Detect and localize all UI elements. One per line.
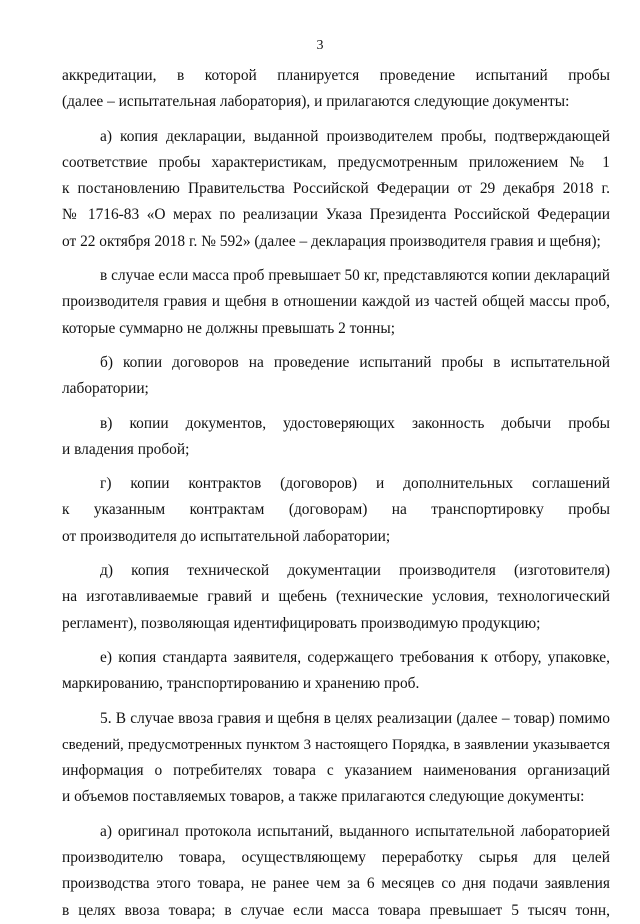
text-line: (далее – испытательная лаборатория), и прилагаются следующие документы: (62, 93, 570, 111)
text-line: производства этого товара, не ранее чем за 6 месяцев со дня подачи заявления (62, 875, 610, 893)
text-line: е) копия стандарта заявителя, содержащего требования к отбору, упаковке, (100, 648, 610, 666)
text-line: б) копии договоров на проведение испытаний пробы в испытательной (100, 353, 610, 371)
text-line: и объемов поставляемых товаров, а также прилагаются следующие документы: (62, 788, 585, 806)
text-line: производителя гравия и щебня в отношении каждой из частей общей массы проб, (62, 293, 610, 311)
text-line: № 1716-83 «О мерах по реализации Указа Президента Российской Федерации (62, 206, 610, 224)
text-line: в целях ввоза товара; в случае если масса товара превышает 5 тысяч тонн, (62, 901, 610, 919)
text-line: к указанным контрактам (договорам) на транспортировку пробы (62, 501, 610, 519)
text-line: в случае если масса проб превышает 50 кг, представляются копии деклараций (100, 267, 610, 285)
page-number: 3 (316, 38, 324, 53)
document-body (62, 63, 610, 924)
text-line: производителю товара, осуществляющему переработку сырья для целей (62, 849, 610, 867)
text-line: в) копии документов, удостоверяющих законность добычи пробы (100, 414, 610, 432)
text-line: информация о потребителях товара с указанием наименования организаций (62, 762, 610, 780)
text-line: к постановлению Правительства Российской Федерации от 29 декабря 2018 г. (62, 180, 610, 198)
text-line: от производителя до испытательной лаборатории; (62, 527, 391, 545)
text-line: 5. В случае ввоза гравия и щебня в целях реализации (далее – товар) помимо (100, 709, 610, 727)
text-line: лаборатории; (62, 380, 149, 398)
text-line: на изготавливаемые гравий и щебень (технические условия, технологический (62, 588, 610, 606)
text-line: а) оригинал протокола испытаний, выданного испытательной лабораторией (100, 822, 610, 840)
text-line: от 22 октября 2018 г. № 592» (далее – декларация производителя гравия и щебня); (62, 232, 601, 250)
text-line: соответствие пробы характеристикам, предусмотренным приложением № 1 (62, 153, 610, 171)
text-line: аккредитации, в которой планируется проведение испытаний пробы (62, 67, 610, 84)
text-line: сведений, предусмотренных пунктом 3 настоящего Порядка, в заявлении указывается (62, 736, 610, 753)
text-line: регламент), позволяющая идентифицировать производимую продукцию; (62, 614, 541, 632)
text-line: которые суммарно не должны превышать 2 тонны; (62, 319, 395, 337)
text-line: а) копия декларации, выданной производителем пробы, подтверждающей (100, 127, 610, 145)
text-line: маркированию, транспортированию и хранению проб. (62, 675, 420, 693)
text-line: д) копия технической документации производителя (изготовителя) (100, 562, 610, 580)
text-line: и владения пробой; (62, 440, 190, 458)
text-line: г) копии контрактов (договоров) и дополнительных соглашений (100, 475, 610, 493)
